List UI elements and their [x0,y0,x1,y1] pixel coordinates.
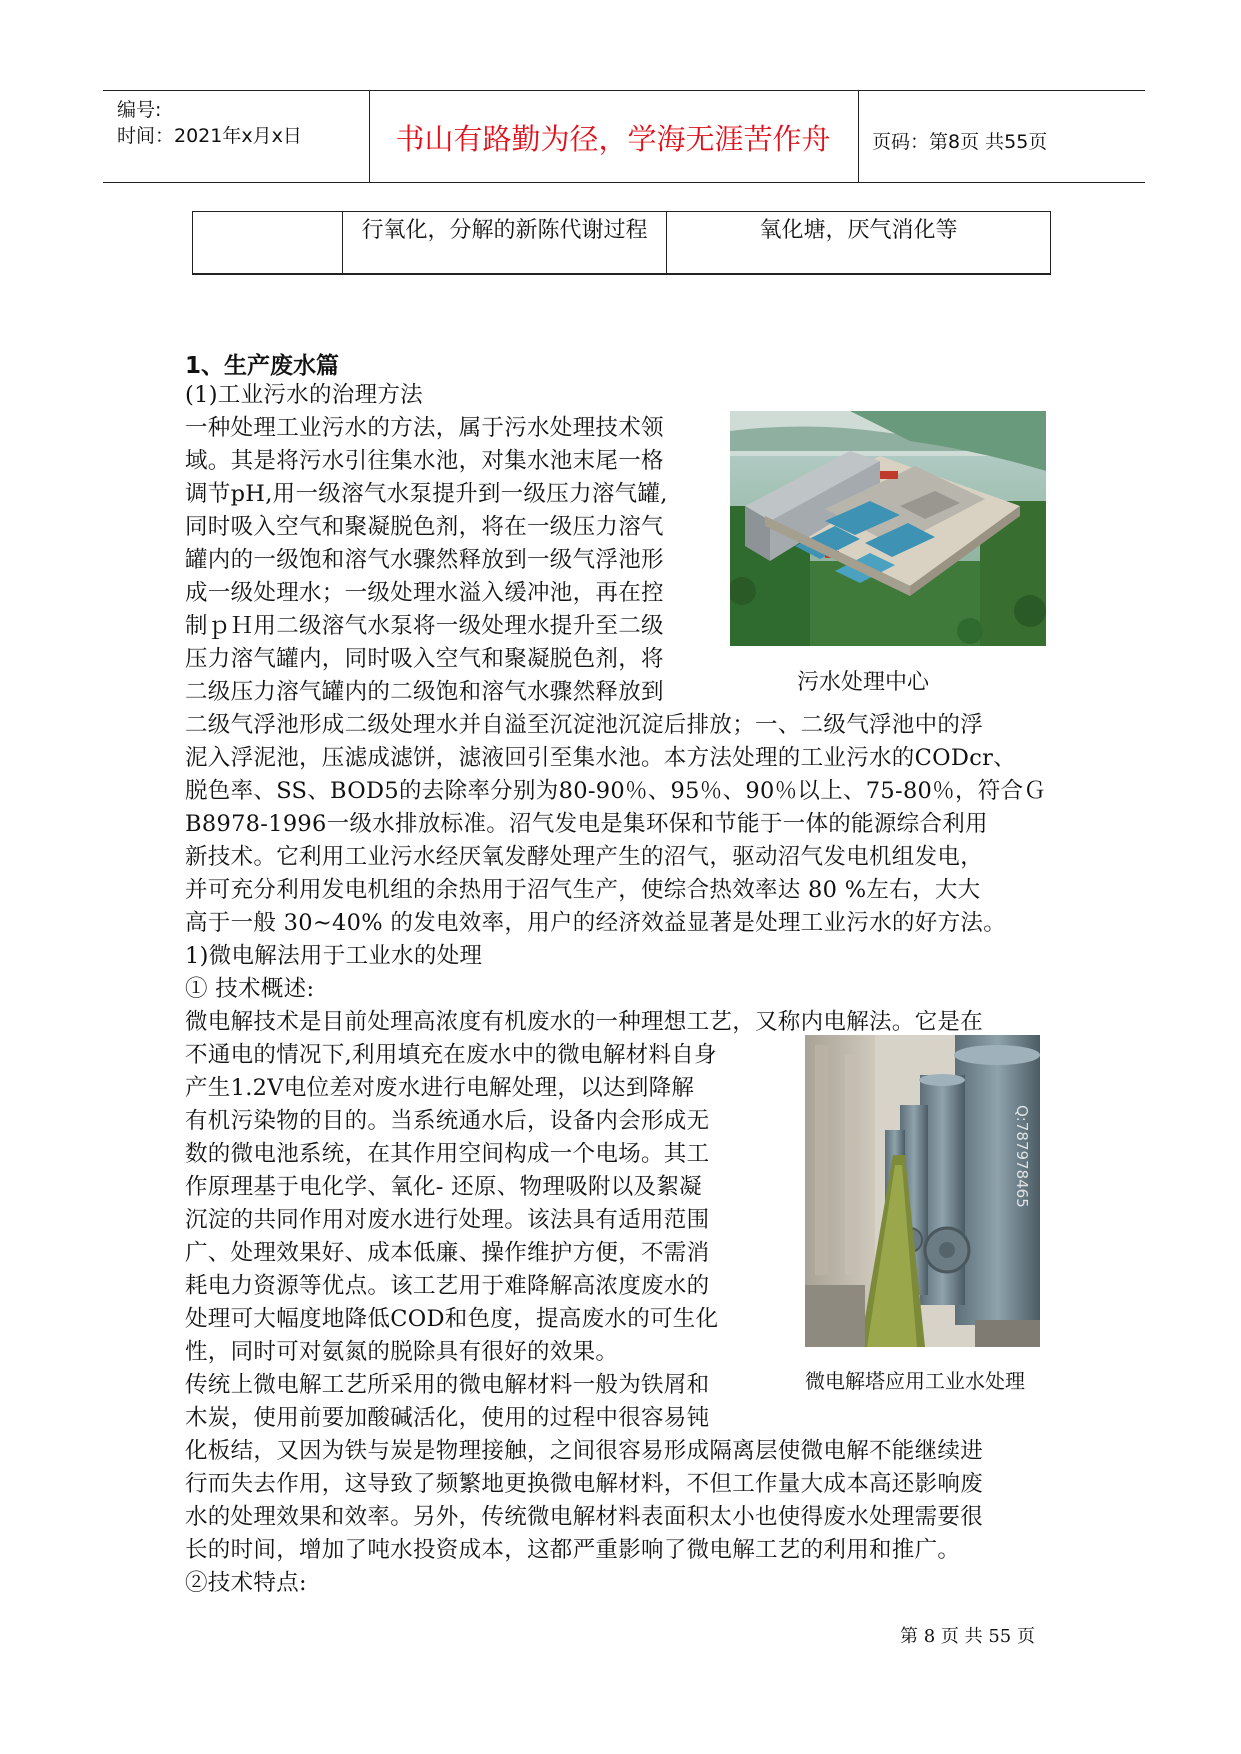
table-cell-examples: 氧化塘，厌气消化等 [759,218,958,243]
header-page-label: 页码：第8页 共55页 [872,131,1048,153]
text-line: 泥入浮泥池，压滤成滤饼，滤液回引至集水池。本方法处理的工业污水的CODcr、 [185,745,1016,771]
plant-aerial-illustration [730,411,1046,646]
text-line: 产生1.2V电位差对废水进行电解处理，以达到降解 [185,1075,695,1101]
text-line: 一种处理工业污水的方法，属于污水处理技术领 [185,415,664,441]
subheading-treatment-methods: (1)工业污水的治理方法 [185,382,423,408]
text-line: 数的微电池系统，在其作用空间构成一个电场。其工 [185,1141,710,1167]
text-line: 性，同时可对氨氮的脱除具有很好的效果。 [185,1339,619,1365]
subheading-technical-features: ②技术特点: [185,1570,307,1596]
text-line: 长的时间，增加了吨水投资成本，这都严重影响了微电解工艺的利用和推广。 [185,1537,961,1563]
text-line: 成一级处理水；一级处理水溢入缓冲池，再在控 [185,580,664,606]
figure-wastewater-plant [730,411,1046,646]
header-number-label: 编号: [117,99,162,121]
section-title: 1、生产废水篇 [185,353,340,379]
text-line: 水的处理效果和效率。另外，传统微电解材料表面积太小也使得废水处理需要很 [185,1504,984,1530]
text-line: 脱色率、SS、BOD5的去除率分别为80-90％、95％、90％以上、75-80％，符合Ｇ [185,778,1047,804]
photo-watermark: Q:787978465 [1013,1105,1031,1208]
text-line: 同时吸入空气和聚凝脱色剂，将在一级压力溶气 [185,514,664,540]
text-line: 作原理基于电化学、氧化- 还原、物理吸附以及絮凝 [185,1174,702,1200]
header-divider-right [858,90,859,182]
text-line: 木炭，使用前要加酸碱活化，使用的过程中很容易钝 [185,1405,710,1431]
text-line: 微电解技术是目前处理高浓度有机废水的一种理想工艺，又称内电解法。它是在 [185,1009,984,1035]
header-time-label: 时间：2021年x月x日 [117,125,302,147]
towers-photo-illustration [805,1035,1040,1347]
header-bottom-rule [103,182,1145,183]
text-line: 广、处理效果好、成本低廉、操作维护方便，不需消 [185,1240,710,1266]
subheading-micro-electrolysis: 1)微电解法用于工业水的处理 [185,943,483,969]
text-line: 新技术。它利用工业污水经厌氧发酵处理产生的沼气，驱动沼气发电机组发电， [185,844,984,870]
text-line: 二级压力溶气罐内的二级饱和溶气水骤然释放到 [185,679,664,705]
text-line: 沉淀的共同作用对废水进行处理。该法具有适用范围 [185,1207,710,1233]
text-line: 压力溶气罐内，同时吸入空气和聚凝脱色剂，将 [185,646,664,672]
text-line: 制ｐＨ用二级溶气水泵将一级处理水提升至二级 [185,613,664,639]
text-line: 有机污染物的目的。当系统通水后，设备内会形成无 [185,1108,710,1134]
header-motto: 书山有路勤为径，学海无涯苦作舟 [395,122,831,156]
figure-micro-electrolysis-towers [805,1035,1040,1347]
table-fragment [192,211,1051,275]
text-line: 二级气浮池形成二级处理水并自溢至沉淀池沉淀后排放；一、二级气浮池中的浮 [185,712,984,738]
text-line: 调节pH,用一级溶气水泵提升到一级压力溶气罐, [185,481,668,507]
subheading-technical-overview: ① 技术概述: [185,976,315,1002]
text-line: 域。其是将污水引往集水池，对集水池末尾一格 [185,448,664,474]
table-cell-empty [193,212,343,273]
text-line: B8978-1996一级水排放标准。沼气发电是集环保和节能于一体的能源综合利用 [185,811,988,837]
text-line: 罐内的一级饱和溶气水骤然释放到一级气浮池形 [185,547,664,573]
text-line: 传统上微电解工艺所采用的微电解材料一般为铁屑和 [185,1372,710,1398]
text-line: 不通电的情况下,利用填充在废水中的微电解材料自身 [185,1042,717,1068]
figure-2-caption: 微电解塔应用工业水处理 [805,1369,1025,1393]
text-line: 高于一般 30~40% 的发电效率，用户的经济效益显著是处理工业污水的好方法。 [185,910,1006,936]
header-top-rule [103,90,1145,91]
text-line: 行而失去作用，这导致了频繁地更换微电解材料，不但工作量大成本高还影响废 [185,1471,984,1497]
text-line: 处理可大幅度地降低COD和色度，提高废水的可生化 [185,1306,719,1332]
page-footer: 第 8 页 共 55 页 [900,1626,1035,1647]
text-line: 耗电力资源等优点。该工艺用于难降解高浓度废水的 [185,1273,710,1299]
text-line: 并可充分利用发电机组的余热用于沼气生产，使综合热效率达 80 %左右，大大 [185,877,981,903]
table-cell-description: 行氧化，分解的新陈代谢过程 [343,212,667,273]
figure-1-caption: 污水处理中心 [797,670,930,695]
header-divider-left [369,90,370,182]
text-line: 化板结，又因为铁与炭是物理接触，之间很容易形成隔离层使微电解不能继续进 [185,1438,984,1464]
